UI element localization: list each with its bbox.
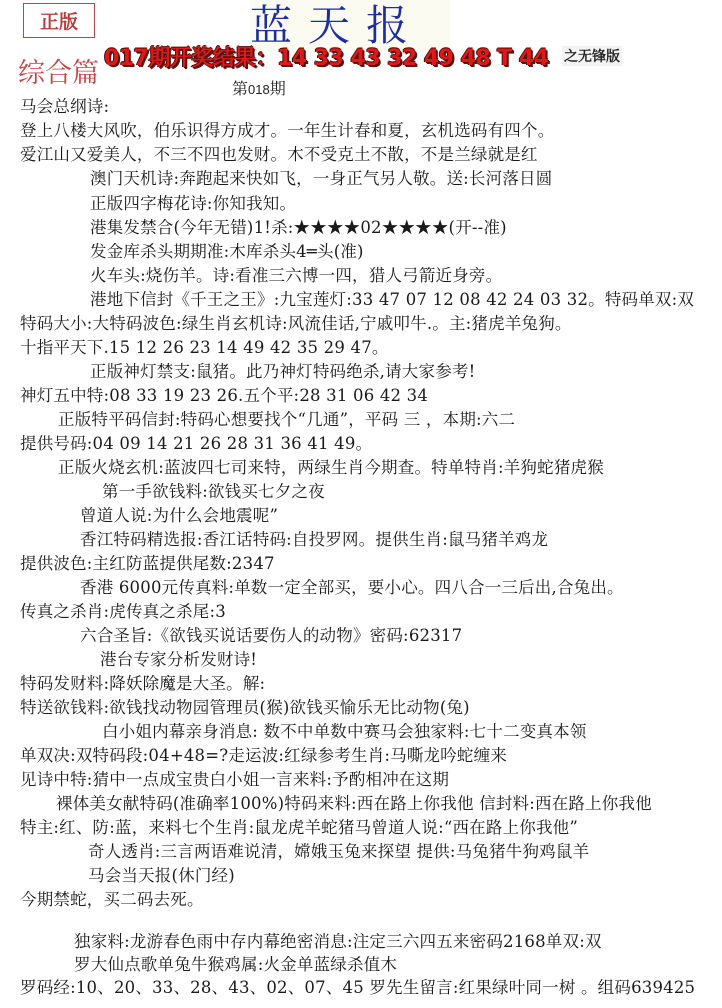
- text-line: 独家料:龙游春色雨中存内幕绝密消息:注定三六四五来密码2168单双:双: [74, 932, 602, 951]
- text-line: 十指平天下.15 12 26 23 14 49 42 35 29 47。: [20, 338, 389, 357]
- text-line: 爱江山又爱美人，不三不四也发财。木不受克土不散，不是兰绿就是红: [20, 145, 538, 164]
- text-line: 澳门天机诗:奔跑起来快如飞，一身正气另人敬。送:长河落日圆: [90, 169, 553, 188]
- text-line: 白小姐内幕亲身消息: 数不中单数中赛马会独家料:七十二变真本领: [102, 722, 587, 741]
- section-label: 综合篇: [18, 58, 99, 89]
- text-line: 港台专家分析发财诗!: [100, 650, 258, 669]
- text-line: 马会总纲诗:: [20, 97, 110, 116]
- authentic-edition-badge: 正版: [23, 3, 95, 38]
- text-line: 传真之杀肖:虎传真之杀尾:3: [20, 602, 226, 621]
- text-line: 正版火烧玄机:蓝波四七司来特，两绿生肖今期查。特单特肖:羊狗蛇猪虎猴: [58, 458, 604, 477]
- text-line: 罗码经:10、20、33、28、43、02、07、45 罗先生留言:红果绿叶同一树 。组码639425: [20, 978, 696, 997]
- text-line: 香港 6000元传真料:单数一定全部买，要小心。四八合一三后出,合兔出。: [80, 578, 624, 597]
- text-line: 港集发禁合(今年无错)1!杀:★★★★02★★★★(开--准): [90, 218, 507, 237]
- text-line: 正版特平码信封:特码心想要找个“几通”，平码 三 ，本期:六二: [58, 410, 516, 429]
- text-line: 正版四字梅花诗:你知我知。: [90, 194, 297, 213]
- text-line: 提供波色:主红防蓝提供尾数:2347: [20, 554, 275, 573]
- text-line: 火车头:烧伤羊。诗:看准三六博一四，猎人弓箭近身旁。: [90, 266, 503, 285]
- text-line: 曾道人说:为什么会地震呢”: [80, 506, 279, 525]
- issue-prefix: 第: [232, 79, 249, 98]
- text-line: 特码大小:大特码波色:绿生肖玄机诗:风流佳话,宁戚叩牛.。主:猪虎羊兔狗。: [20, 314, 572, 333]
- issue-number: [232, 76, 286, 99]
- issue-number-value: 018: [248, 82, 270, 97]
- text-line: 六合圣旨:《欲钱买说话要伤人的动物》密码:62317: [80, 626, 463, 645]
- text-line: 香江特码精选报:香江话特码:自投罗网。提供生肖:鼠马猪羊鸡龙: [80, 530, 549, 549]
- text-line: 登上八楼大风吹，伯乐识得方成才。一年生计春和夏，玄机选码有四个。: [20, 121, 555, 140]
- text-line: 第一手欲钱料:欲钱买七夕之夜: [102, 482, 325, 501]
- text-line: 单双决:双特码段:04+48=?走运波:红绿参考生肖:马嘶龙吟蛇缠来: [20, 746, 508, 765]
- issue-suffix: 期: [269, 79, 286, 98]
- edition-label: 之无锋版: [562, 46, 622, 66]
- text-line: 港地下信封《千王之王》:九宝莲灯:33 47 07 12 08 42 24 03 32。特码单双:双: [90, 290, 695, 309]
- text-line: 今期禁蛇，买二码去死。: [20, 890, 204, 909]
- text-line: 裸体美女献特码(准确率100%)特码来料:西在路上你我他 信封料:西在路上你我他: [56, 794, 652, 813]
- newspaper-title: 蓝天报: [250, 0, 450, 52]
- text-line: 正版神灯禁支:鼠猪。此乃神灯特码绝杀,请大家参考!: [90, 362, 476, 381]
- text-line: 发金库杀头期期准:木库杀头4═头(准): [90, 242, 364, 261]
- text-line: 奇人透肖:三言两语难说清，嫦娥玉兔来探望 提供:马兔猪牛狗鸡鼠羊: [88, 842, 590, 861]
- text-line: 罗大仙点歌单兔牛猴鸡属:火金单蓝绿杀值木: [74, 955, 398, 974]
- text-line: 特送欲钱料:欲钱找动物园管理员(猴)欲钱买愉乐无比动物(兔): [20, 698, 470, 717]
- text-line: 马会当天报(休门经): [88, 866, 235, 885]
- text-line: 特主:红、防:蓝，来料七个生肖:鼠龙虎羊蛇猪马曾道人说:“西在路上你我他”: [20, 818, 579, 837]
- text-line: 特码发财料:降妖除魔是大圣。解:: [20, 674, 266, 693]
- text-line: 神灯五中特:08 33 19 23 26.五个平:28 31 06 42 34: [20, 386, 429, 405]
- draw-result-banner: 017期开奖结果：14 33 43 32 49 48 T 44: [104, 46, 549, 71]
- text-line: 提供号码:04 09 14 21 26 28 31 36 41 49。: [20, 434, 373, 453]
- text-line: 见诗中特:猜中一点成宝贵白小姐一言来料:予酌相冲在这期: [20, 770, 450, 789]
